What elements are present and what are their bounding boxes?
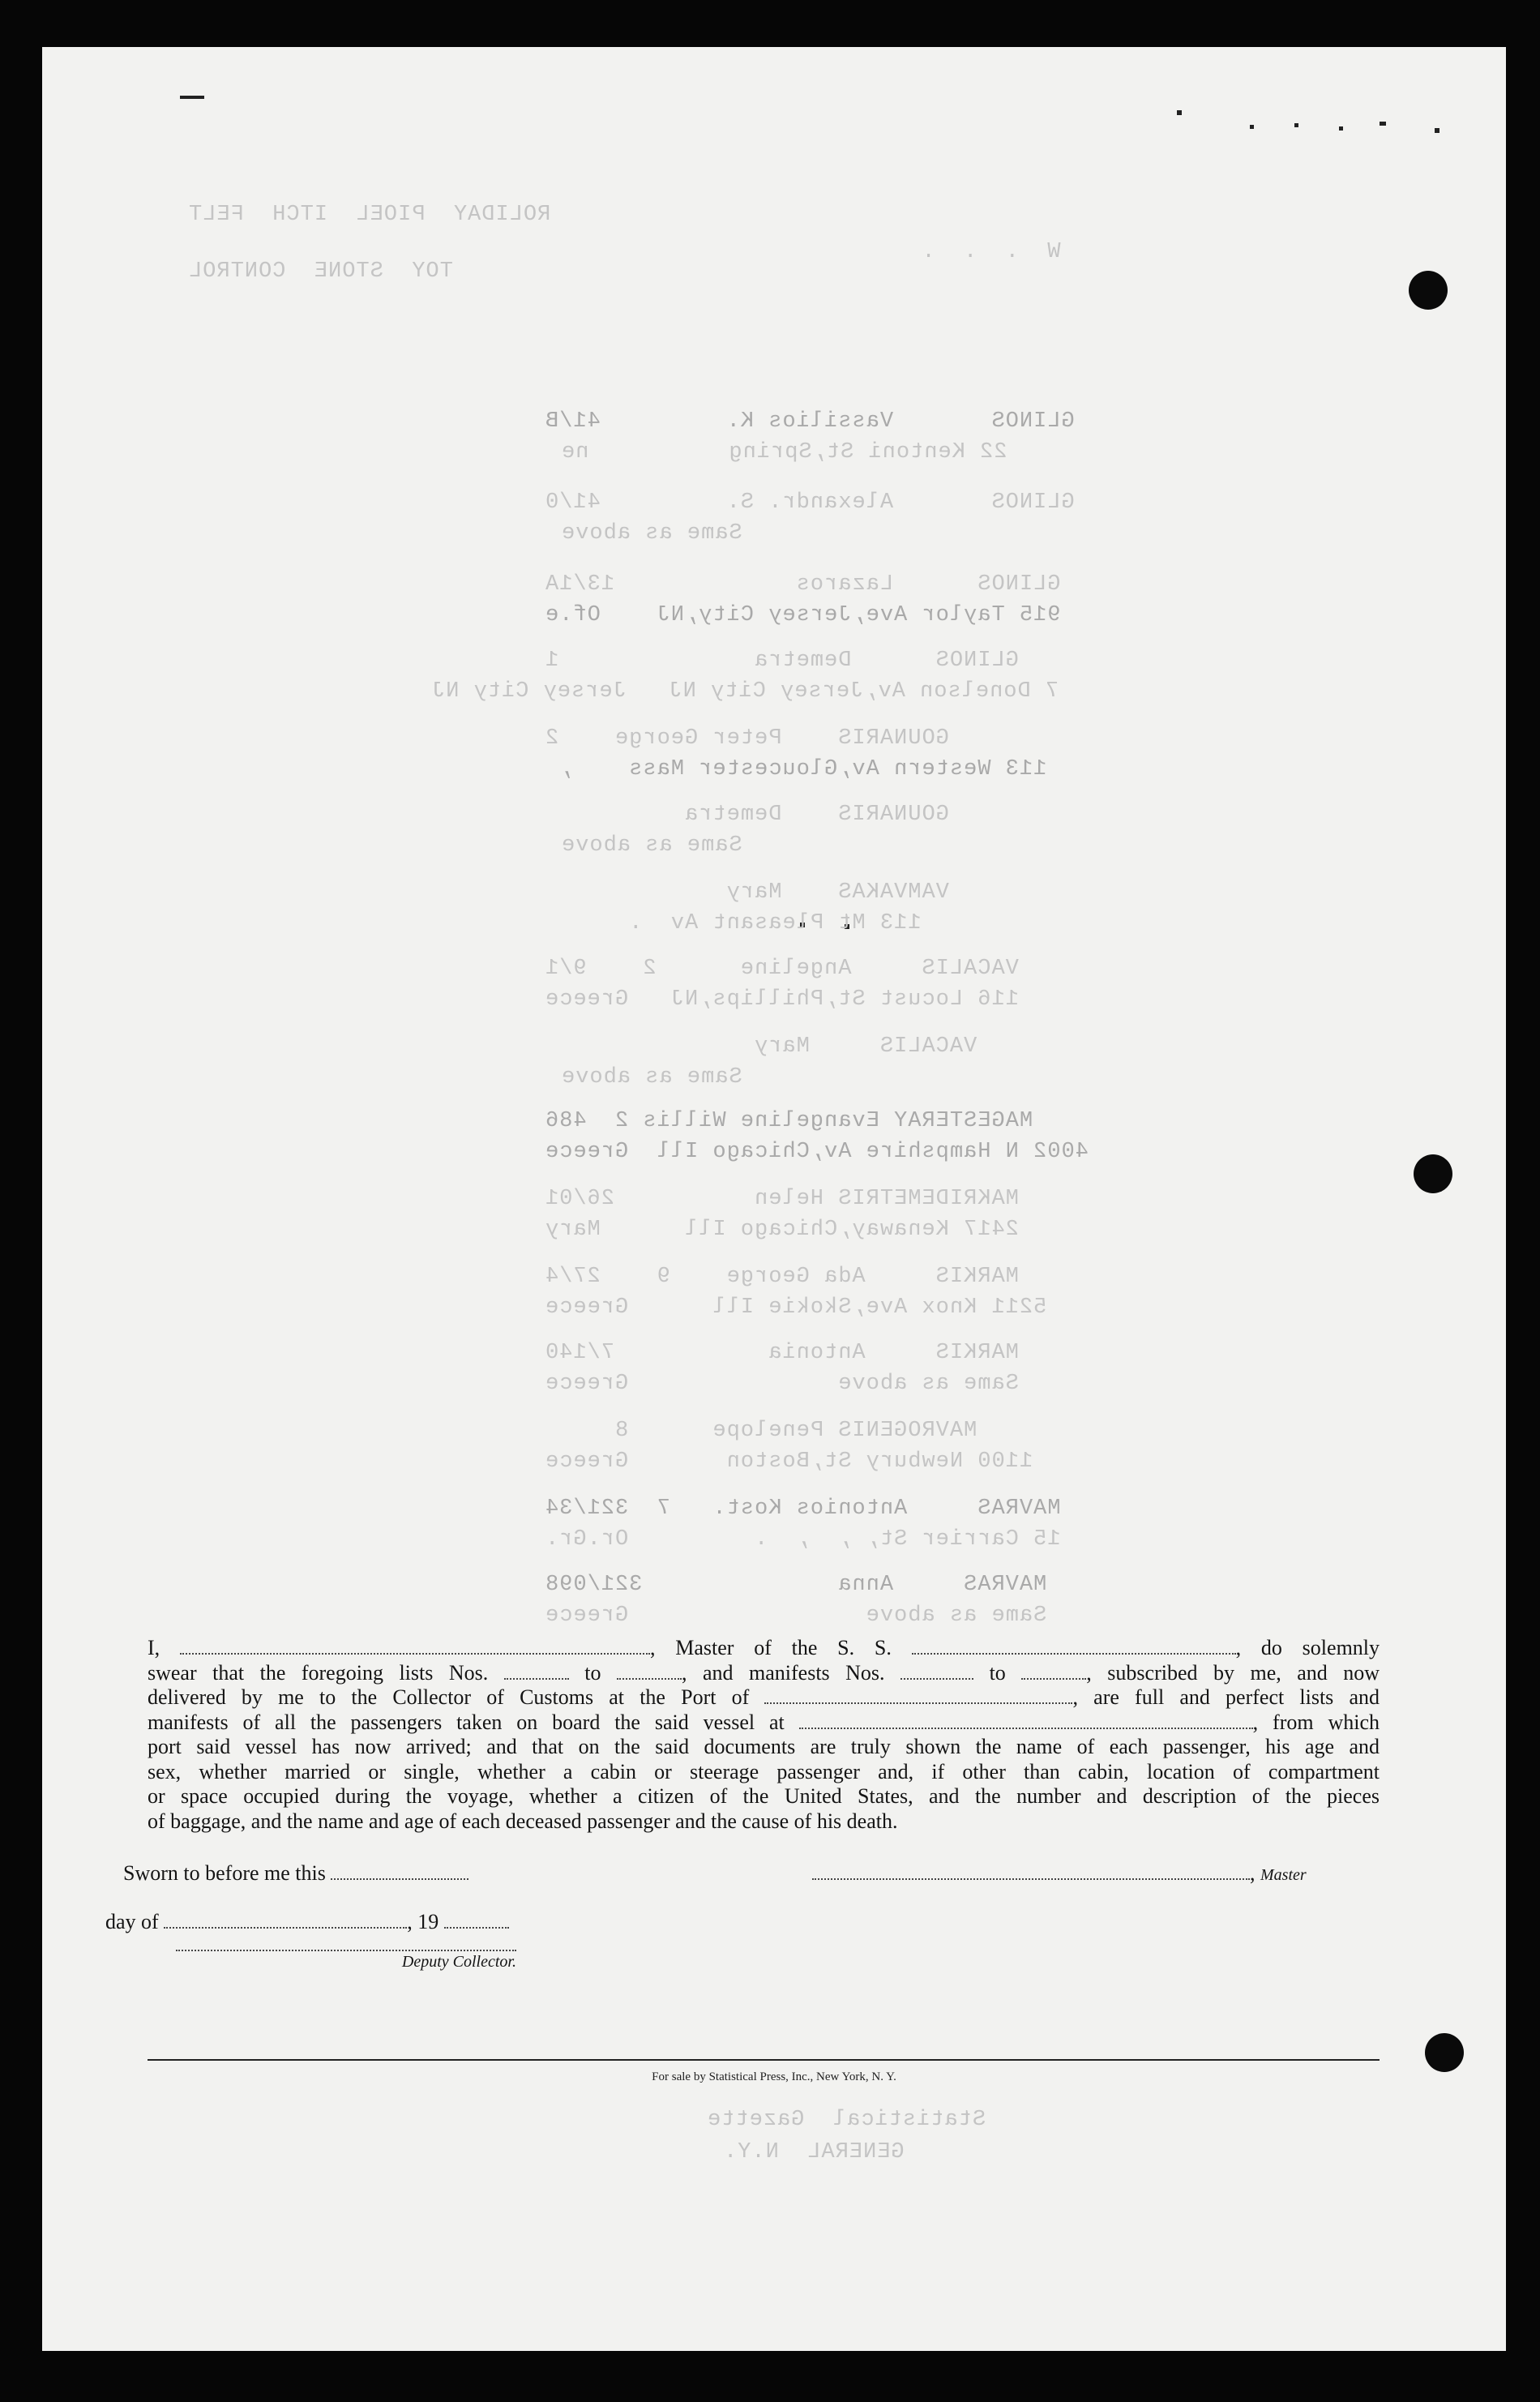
ghost-text-line: MARKIS Ada George 9 27/4	[545, 1265, 1019, 1289]
punch-hole-bottom	[1425, 2033, 1464, 2072]
ghost-text-line: Same as above Greece	[545, 1372, 1019, 1396]
oath-line-1	[148, 1636, 1380, 1661]
day-of-label: day of	[105, 1910, 159, 1933]
ghost-text-line: TOY STONE CONTROL	[188, 259, 453, 284]
scan-speck	[1435, 128, 1439, 133]
master-signature-line: , Master	[812, 1861, 1307, 1886]
ghost-text-line: MARKIS Antonia 7/140	[545, 1341, 1019, 1365]
ghost-text-line: 113 Western Av,Gloucester Mass ,	[545, 757, 1047, 781]
ghost-text-line: GOUNARIS Peter George 2	[545, 726, 949, 751]
oath-paragraph	[148, 1636, 1380, 1834]
sworn-label: Sworn to before me this	[123, 1861, 326, 1885]
document-page	[42, 47, 1506, 2351]
ghost-text-line: Same as above	[561, 833, 742, 858]
ghost-text-line: MAVRAS Antonios Kost. 7 321/34	[545, 1496, 1061, 1521]
port-field[interactable]	[764, 1702, 1072, 1704]
ghost-text-line: 113 Mt Pleasant Av .	[545, 911, 922, 936]
ghost-text-line: VACALIS Mary	[545, 1034, 977, 1059]
ghost-text-line: ROLIDAY PIOEL ITCH FELT	[188, 203, 551, 227]
ghost-text-line: 2417 Kenaway,Chicago Ill Mary	[545, 1218, 1019, 1242]
manifests-to-field[interactable]	[1021, 1677, 1086, 1680]
from-which-label: , from which	[1252, 1710, 1380, 1734]
master-signature-field[interactable]	[812, 1877, 1250, 1880]
oath-line-8: of baggage, and the name and age of each deceased passenger and the cause of his death.	[148, 1809, 898, 1833]
scan-speck	[1380, 122, 1386, 126]
full-perfect-label: , are full and perfect lists and	[1072, 1685, 1380, 1709]
ghost-text-line: VAMVAKAS Mary	[545, 880, 949, 905]
to-label: to	[584, 1660, 601, 1685]
ship-name-field[interactable]	[912, 1652, 1236, 1655]
sworn-date-field[interactable]	[331, 1877, 468, 1880]
oath-line-6: sex, whether married or single, whether a cabin or steerage passenger and, if other than cabin, location of compartment	[148, 1759, 1380, 1783]
manifests-nos-label: , and manifests Nos.	[681, 1660, 885, 1685]
oath-line-7: or space occupied during the voyage, whether a citizen of the United States, and the number and description of the pieces	[148, 1784, 1380, 1808]
ghost-text-line: GOUNARIS Demetra	[545, 803, 949, 827]
ghost-text-line: MAVROGENIS Penelope 8	[545, 1419, 977, 1443]
ghost-text-line: GLINOS Vassilios K. 41/B	[545, 409, 1075, 434]
subscribed-label: , subscribed by me, and now	[1086, 1660, 1380, 1685]
punch-hole-top	[1409, 271, 1448, 310]
year-field[interactable]	[444, 1926, 509, 1929]
ghost-text-line: 5211 Knox Ave,Skokie Ill Greece	[545, 1295, 1047, 1320]
ghost-text-line: GLINOS Alexandr. S. 41/0	[545, 490, 1075, 515]
ghost-text-line: 7 Donelson Av,Jersey City NJ Jersey City NJ	[431, 679, 1059, 704]
ghost-text-line: GLINOS Demetra 1	[545, 649, 1019, 673]
ghost-text-line: Statistical Gazette	[707, 2108, 986, 2132]
ghost-text-line: 15 Carrier St, , , . Or.Gr.	[545, 1527, 1061, 1552]
oath-line-2	[148, 1661, 1380, 1686]
ghost-text-line: W . . .	[893, 240, 1061, 264]
delivered-label: delivered by me to the Collector of Customs at the Port of	[148, 1685, 750, 1709]
ghost-text-line: MAGESTERAY Evangeline Willis 2 486	[545, 1109, 1033, 1133]
ghost-text-line: 116 Locust St,Phillips,NJ Greece	[545, 987, 1019, 1012]
ghost-text-line: 22 Kentoni St,Spring ne	[561, 440, 1007, 465]
scan-speck	[1250, 125, 1254, 129]
ghost-text-line: 915 Taylor Ave,Jersey City,NJ Of.e	[545, 603, 1061, 627]
manifests-all-label: manifests of all the passengers taken on board the said vessel at	[148, 1710, 785, 1734]
ghost-text-line: 1100 Newbury St,Boston Greece	[545, 1449, 1033, 1474]
punch-hole-middle	[1414, 1154, 1452, 1193]
footer-rule	[148, 2059, 1380, 2061]
scan-speck	[1294, 123, 1298, 127]
ghost-text-line: Same as above	[561, 521, 742, 546]
departure-port-field[interactable]	[799, 1727, 1253, 1729]
ghost-text-line: MAKRIDEMETRIS Helen 26/01	[545, 1187, 1019, 1211]
lists-from-field[interactable]	[504, 1677, 569, 1680]
ghost-text-line: GLINOS Lazaros 13/1A	[545, 572, 1061, 597]
master-label: Master	[1260, 1866, 1307, 1884]
deputy-collector-label: Deputy Collector.	[401, 1953, 516, 1971]
ghost-text-line: VACALIS Angeline 2 9/1	[545, 957, 1019, 981]
lists-nos-label: swear that the foregoing lists Nos.	[148, 1660, 489, 1685]
year-prefix-label: , 19	[407, 1910, 439, 1933]
lists-to-field[interactable]	[617, 1677, 682, 1680]
ghost-text-line: Same as above Greece	[545, 1603, 1047, 1628]
scan-speck	[1177, 110, 1182, 115]
oath-line-3	[148, 1685, 1380, 1711]
ghost-text-line: Same as above	[561, 1065, 742, 1090]
ghost-text-line: MAVRAS Anna 321/098	[545, 1573, 1047, 1597]
oath-line-5: port said vessel has now arrived; and that on the said documents are truly shown the name of each passenger, his age and	[148, 1735, 1380, 1758]
do-solemnly-label: , do solemnly	[1235, 1636, 1380, 1659]
oath-i-label: I,	[148, 1636, 160, 1659]
master-name-field[interactable]	[180, 1652, 650, 1655]
master-of-ss-label: , Master of the S. S.	[649, 1636, 892, 1659]
to-label: to	[989, 1660, 1006, 1685]
oath-line-4	[148, 1711, 1380, 1736]
printer-imprint: For sale by Statistical Press, Inc., New York, N. Y.	[652, 2070, 896, 2083]
deputy-collector-block	[176, 1929, 516, 1972]
sworn-line	[123, 1861, 468, 1886]
scan-speck	[180, 96, 204, 99]
manifests-from-field[interactable]	[900, 1677, 973, 1680]
month-field[interactable]	[164, 1926, 407, 1929]
ghost-text-line: 4002 N Hampshire Av,Chicago Ill Greece	[545, 1140, 1089, 1164]
deputy-signature-field[interactable]	[176, 1949, 516, 1951]
scan-speck	[1339, 126, 1343, 131]
ghost-text-line: GENERAL N.Y.	[723, 2140, 905, 2164]
